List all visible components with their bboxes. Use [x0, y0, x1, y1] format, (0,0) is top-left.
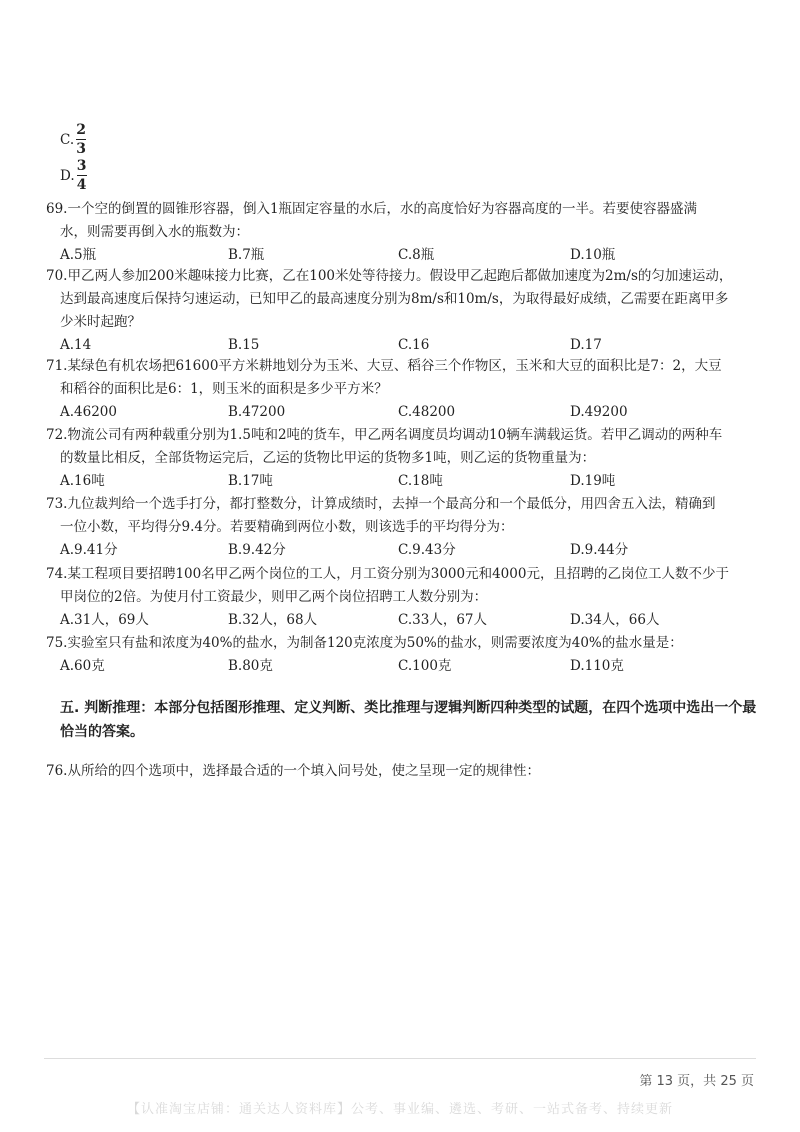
option-d: D.49200: [570, 404, 628, 420]
option-a: A.16吨: [60, 473, 105, 489]
option-b: B.15: [228, 337, 260, 353]
answer-options: [46, 470, 758, 493]
option-c: C.100克: [398, 658, 452, 674]
option-b: B.32人，68人: [228, 612, 318, 628]
question-74: [46, 563, 758, 632]
option-a: A.60克: [60, 658, 105, 674]
option-c: C.16: [398, 337, 430, 353]
question-73: [46, 493, 758, 562]
footer-divider: [44, 1058, 756, 1059]
answer-options: [46, 539, 758, 562]
option-c: C.9.43分: [398, 542, 456, 558]
question-stem: 75.实验室只有盐和浓度为40%的盐水，为制备120克浓度为50%的盐水，则需要浓度为40%的盐水量是：: [46, 635, 683, 651]
watermark-text: 【认准淘宝店铺：通关达人资料库】公考、事业编、遴选、考研、一站式备考、持续更新: [126, 1102, 673, 1117]
question-continuation: 达到最高速度后保持匀速运动，已知甲乙的最高速度分别为8m/s和10m/s，为取得最好成绩，乙需要在距离甲多: [60, 291, 729, 307]
option-d: D.17: [570, 337, 602, 353]
denominator: 3: [76, 141, 87, 157]
option-b: B.9.42分: [228, 542, 286, 558]
question-continuation: 一位小数，平均得分9.4分。若要精确到两位小数，则该选手的平均得分为：: [60, 519, 514, 535]
question-stem: 69.一个空的倒置的圆锥形容器，倒入1瓶固定容量的水后，水的高度恰好为容器高度的一半。若要使容器盛满: [46, 201, 698, 217]
option-b: B.7瓶: [228, 247, 265, 263]
numerator: 2: [76, 122, 87, 138]
answer-options: [46, 609, 758, 632]
question-continuation: 少米时起跑？: [60, 314, 141, 330]
question-continuation: 的数量比相反，全部货物运完后，乙运的货物比甲运的货物多1吨，则乙运的货物重量为：: [60, 450, 596, 466]
option-label: D.: [60, 167, 75, 184]
fraction: [77, 158, 87, 193]
answer-options: [46, 655, 758, 678]
question-76: [46, 760, 758, 783]
option-a: A.46200: [60, 404, 117, 420]
question-continuation: 水，则需要再倒入水的瓶数为：: [60, 224, 249, 240]
question-70: [46, 265, 758, 357]
question-stem: 70.甲乙两人参加200米趣味接力比赛，乙在100米处等待接力。假设甲乙起跑后都做加速度为2m/s的匀加速运动，: [46, 268, 733, 284]
question-stem: 73.九位裁判给一个选手打分，都打整数分，计算成绩时，去掉一个最高分和一个最低分，用四舍五入法，精确到: [46, 496, 716, 512]
option-c: C.18吨: [398, 473, 443, 489]
option-c: C.8瓶: [398, 247, 435, 263]
question-75: [46, 632, 758, 678]
option-c: C.33人，67人: [398, 612, 487, 628]
numerator: 3: [76, 158, 87, 174]
option-c: C.48200: [398, 404, 456, 420]
option-d: D.34人，66人: [570, 612, 660, 628]
question-stem: 71.某绿色有机农场把61600平方米耕地划分为玉米、大豆、稻谷三个作物区，玉米和大豆的面积比是7：2，大豆: [46, 358, 722, 374]
answer-options: [46, 334, 758, 357]
option-d: D.19吨: [570, 473, 616, 489]
question-72: [46, 424, 758, 493]
question-stem: 76.从所给的四个选项中，选择最合适的一个填入问号处，使之呈现一定的规律性：: [46, 763, 540, 779]
page-number: 第 13 页，共 25 页: [639, 1074, 754, 1089]
fraction-bar: [76, 139, 86, 140]
question-continuation: 和稻谷的面积比是6：1，则玉米的面积是多少平方米？: [60, 381, 388, 397]
option-b: B.47200: [228, 404, 286, 420]
option-b: B.17吨: [228, 473, 273, 489]
fraction-bar: [77, 175, 87, 176]
question-71: [46, 355, 758, 424]
question-stem: 72.物流公司有两种载重分别为1.5吨和2吨的货车，甲乙两名调度员均调动10辆车满载运货。若甲乙调动的两种车: [46, 427, 723, 443]
fraction: [76, 122, 86, 157]
option-d: D.9.44分: [570, 542, 629, 558]
answer-options: [46, 401, 758, 424]
option-d: D.10瓶: [570, 247, 616, 263]
answer-options: [46, 244, 758, 267]
option-a: A.5瓶: [60, 247, 97, 263]
option-c: [60, 122, 86, 157]
question-continuation: 甲岗位的2倍。为使月付工资最少，则甲乙两个岗位招聘工人数分别为：: [60, 589, 488, 605]
option-a: A.9.41分: [60, 542, 118, 558]
question-69: [46, 198, 758, 267]
option-a: A.14: [60, 337, 92, 353]
option-a: A.31人，69人: [60, 612, 149, 628]
option-label: C.: [60, 131, 75, 148]
section-heading: 五. 判断推理：本部分包括图形推理、定义判断、类比推理与逻辑判断四种类型的试题，在四个选项中选出一个最恰当的答案。: [60, 700, 757, 740]
question-stem: 74.某工程项目要招聘100名甲乙两个岗位的工人，月工资分别为3000元和4000元，且招聘的乙岗位工人数不少于: [46, 566, 729, 582]
option-b: B.80克: [228, 658, 273, 674]
denominator: 4: [76, 177, 87, 193]
option-d: [60, 158, 87, 193]
option-d: D.110克: [570, 658, 624, 674]
